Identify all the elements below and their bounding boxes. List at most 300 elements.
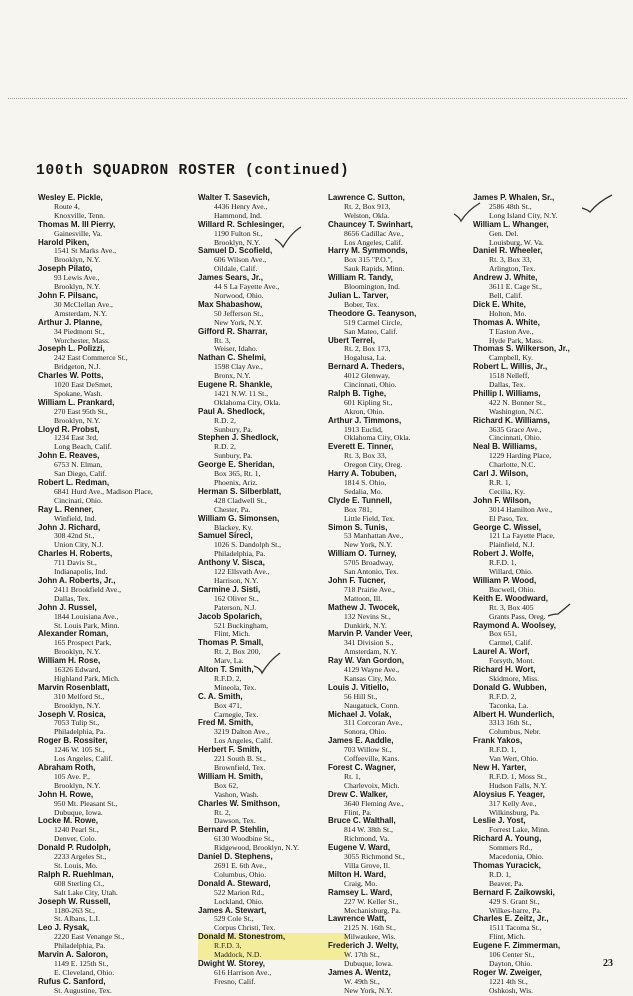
member-address-line: 1844 Louisiana Ave., <box>54 611 119 621</box>
member-address-line: Hogalusa, La. <box>344 353 387 363</box>
member-address-line: 30 McClellan Ave., <box>54 299 113 309</box>
member-address-line: 93 Lewis Ave., <box>54 273 100 283</box>
member-address-line: 616 Harrison Ave., <box>214 967 272 977</box>
roster-entry <box>38 452 188 479</box>
member-address-line: 814 W. 38th St., <box>344 825 393 835</box>
member-address-line: 1246 W. 105 St., <box>54 745 105 755</box>
member-address-line: 165 Prospect Park, <box>54 638 112 648</box>
member-name: Gifford R. Sharrar, <box>198 326 268 336</box>
member-address-line: Brownfield, Tex. <box>214 763 266 772</box>
member-address-line: Worchester, Mass. <box>54 335 110 345</box>
member-address-line: St. Louis Park, Minn. <box>54 620 120 630</box>
member-address-line: T Easton Ave., <box>489 326 534 336</box>
member-name: Thomas Yuracick, <box>473 860 541 870</box>
member-address-line: 711 Davis St., <box>54 558 97 568</box>
member-address-line: Van Wert, Ohio. <box>489 754 539 764</box>
roster-entry <box>473 711 623 738</box>
member-address-line: Bloomington, Ind. <box>344 282 400 292</box>
member-name: William L. Prankard, <box>38 397 115 407</box>
member-address-line: Carnegie, Tex. <box>214 709 259 719</box>
member-address-line: Bober, Tex. <box>344 299 380 309</box>
roster-entry <box>328 942 478 969</box>
member-address-line: 1229 Harding Place, <box>489 451 552 461</box>
member-address-line: Dallas, Tex. <box>489 380 526 390</box>
member-address-line: 308 42nd St., <box>54 531 95 541</box>
member-address-line: 317 Kelly Ave., <box>489 798 537 808</box>
member-address-line: 3611 E. Cage St., <box>489 282 542 292</box>
member-name: Anthony V. Sisca, <box>198 558 265 568</box>
roster-entry <box>38 372 188 399</box>
member-address-line: Flint, Pa. <box>344 807 372 817</box>
member-address-line: San Antonio, Tex. <box>344 567 399 577</box>
roster-entry <box>473 470 623 497</box>
member-address-line: Flint, Mich. <box>489 932 526 942</box>
member-name: Donald M. Stonestrom, <box>198 932 286 942</box>
member-address-line: New York, N.Y. <box>344 985 393 995</box>
member-address-line: St. Louis, Mo. <box>54 860 98 870</box>
roster-entry <box>328 791 478 818</box>
roster-entry <box>473 862 623 889</box>
page-number: 23 <box>603 958 613 969</box>
roster-entry <box>198 532 348 559</box>
roster-entry <box>198 247 348 274</box>
member-address-line: Arlington, Tex. <box>489 264 536 274</box>
member-address-line: Long Beach, Calif. <box>54 442 112 452</box>
member-address-line: 1421 N.W. 11 St., <box>214 388 269 398</box>
member-address-line: Los Angeles, Calif. <box>214 736 273 746</box>
member-name: Carl J. Wilson, <box>473 469 529 479</box>
roster-entry <box>328 274 478 292</box>
roster-entry <box>198 301 348 328</box>
roster-entry <box>473 817 623 835</box>
roster-entry <box>473 390 623 417</box>
member-address-line: 1149 E. 125th St., <box>54 958 109 968</box>
member-address-line: Vashon, Wash. <box>214 789 259 799</box>
member-name: Leo J. Rysak, <box>38 923 90 933</box>
member-address-line: 1598 Clay Ave., <box>214 362 263 372</box>
member-address-line: Kansas City, Mo. <box>344 673 397 683</box>
member-address-line: Chester, Pa. <box>214 504 251 514</box>
member-address-line: 122 Ellsvath Ave., <box>214 567 270 577</box>
member-address-line: W. 49th St., <box>344 976 380 986</box>
member-address-line: 44 S La Fayette Ave., <box>214 282 280 292</box>
member-name: Dick E. White, <box>473 299 526 309</box>
roster-entry <box>38 550 188 577</box>
member-name: Julian L. Tarver, <box>328 290 389 300</box>
member-name: William L. Whanger, <box>473 219 549 229</box>
roster-entry <box>38 426 188 453</box>
member-name: Arthur J. Planne, <box>38 317 103 327</box>
member-name: William H. Smith, <box>198 771 263 781</box>
member-name: Alton T. Smith, <box>198 665 254 675</box>
member-address-line: Rt. 2, Box 200, <box>214 647 261 657</box>
member-address-line: Rt. 3, <box>214 335 231 345</box>
roster-entry <box>198 880 348 907</box>
member-name: Max Shabashow, <box>198 299 263 309</box>
member-address-line: E. Cleveland, Ohio. <box>54 967 115 977</box>
member-address-line: Fresno, Calif. <box>214 976 256 986</box>
member-address-line: Cecilia, Ky. <box>489 486 525 496</box>
member-name: C. A. Smith, <box>198 691 243 701</box>
roster-entry <box>473 363 623 390</box>
member-name: Daniel R. Wheeler, <box>473 246 543 256</box>
member-name: Albert H. Wunderlich, <box>473 709 555 719</box>
member-address-line: Sunbury, Pa. <box>214 451 253 461</box>
member-address-line: Bucwell, Ohio. <box>489 584 536 594</box>
member-address-line: 3219 Dalton Ave., <box>214 727 270 737</box>
member-name: Harry A. Tobuben, <box>328 469 397 479</box>
member-address-line: Oklahoma City, Okla. <box>214 397 281 407</box>
roster-entry <box>328 443 478 470</box>
member-name: Donald P. Rudolph, <box>38 843 111 853</box>
member-address-line: 522 Marion Rd., <box>214 887 265 897</box>
member-address-line: Highland Park, Mich. <box>54 673 120 683</box>
roster-entry <box>38 951 188 978</box>
member-address-line: Oregon City, Oreg. <box>344 460 403 470</box>
member-address-line: 2233 Argeles St., <box>54 852 107 862</box>
roster-entry <box>198 907 348 934</box>
member-name: Marvin Rosenblatt, <box>38 682 110 692</box>
member-address-line: 341 Division S., <box>344 638 394 648</box>
member-address-line: Campbell, Ky. <box>489 353 534 363</box>
roster-entry <box>473 942 623 969</box>
member-address-line: Willard, Ohio. <box>489 567 533 577</box>
roster-entry <box>473 577 623 595</box>
member-address-line: 1541 St Marks Ave., <box>54 246 117 256</box>
member-address-line: 718 Prairie Ave., <box>344 584 395 594</box>
member-address-line: R.F.D. 1, Moss St., <box>489 771 547 781</box>
member-address-line: 6841 Hurd Ave., Madison Place, <box>54 486 153 496</box>
member-name: Donald G. Wubben, <box>473 682 547 692</box>
member-name: Bernard A. Theders, <box>328 362 405 372</box>
member-name: Theodore G. Teanyson, <box>328 308 417 318</box>
roster-entry <box>328 684 478 711</box>
member-address-line: 1511 Tacoma St., <box>489 923 542 933</box>
roster-entry <box>473 301 623 319</box>
member-address-line: New York, N.Y. <box>344 540 393 550</box>
member-name: William P. Wood, <box>473 575 537 585</box>
member-address-line: 221 South B. St., <box>214 754 266 764</box>
member-address-line: Box 365, Rt. 1, <box>214 469 261 479</box>
member-address-line: Los Angeles, Calif. <box>344 237 403 247</box>
roster-entry <box>328 310 478 337</box>
member-address-line: Rt. 3, Box 33, <box>489 255 532 265</box>
member-address-line: R.D. 2, <box>214 415 236 425</box>
member-name: Laurel A. Worf, <box>473 647 530 657</box>
member-name: Forest C. Wagner, <box>328 763 396 772</box>
member-address-line: R.F.D. 2, <box>214 673 242 683</box>
roster-entry <box>473 764 623 791</box>
roster-entry <box>198 773 348 800</box>
roster-entry <box>328 524 478 551</box>
member-address-line: Rt. 2, <box>214 807 231 817</box>
member-address-line: 1913 Euclid, <box>344 424 383 434</box>
member-address-line: Box 471, <box>214 700 242 710</box>
check-mark-icon <box>252 650 282 676</box>
member-address-line: Skidmore, Miss. <box>489 673 539 683</box>
member-name: Mathew J. Twocek, <box>328 602 400 612</box>
roster-entry <box>473 915 623 942</box>
roster-entry <box>38 630 188 657</box>
member-address-line: Craig, Mo. <box>344 878 378 888</box>
member-address-line: Blackey, Ky. <box>214 522 253 532</box>
member-address-line: Weiser, Idaho. <box>214 344 258 354</box>
member-name: Frank Yakos, <box>473 736 523 746</box>
member-address-line: Hyde Park, Mass. <box>489 335 543 345</box>
roster-entry <box>38 265 188 292</box>
member-address-line: 310 Melford St., <box>54 691 105 701</box>
member-address-line: Beaver, Pa. <box>489 878 524 888</box>
member-name: New H. Yarter, <box>473 763 527 772</box>
member-address-line: 6130 Woodbine St., <box>214 834 275 844</box>
member-address-line: Norwood, Ohio. <box>214 290 264 300</box>
member-address-line: Dunkirk, N.Y. <box>344 620 387 630</box>
member-address-line: Brooklyn, N.Y. <box>54 415 101 425</box>
member-name: Leslie J. Yost, <box>473 816 526 826</box>
member-name: Ramsey L. Ward, <box>328 887 393 897</box>
member-address-line: 2586 48th St., <box>489 201 532 211</box>
check-mark-icon <box>452 200 482 224</box>
roster-entry <box>328 337 478 364</box>
member-address-line: Sauk Rapids, Minn. <box>344 264 405 274</box>
member-name: Stephen J. Shedlock, <box>198 433 279 443</box>
roster-entry <box>38 764 188 791</box>
member-address-line: 1180-263 St., <box>54 905 95 915</box>
member-address-line: Cincinnati, Ohio. <box>489 433 542 443</box>
roster-entry <box>38 791 188 818</box>
member-address-line: Dallas, Tex. <box>54 593 91 603</box>
member-address-line: 6753 N. Elman, <box>54 460 103 470</box>
member-name: Ralph R. Ruehlman, <box>38 869 114 879</box>
member-address-line: 311 Corcoran Ave., <box>344 718 403 728</box>
member-name: John F. Tucner, <box>328 575 386 585</box>
member-address-line: St. Albans, L.I. <box>54 914 100 924</box>
member-name: Michael J. Volak, <box>328 709 392 719</box>
member-address-line: Milwaukee, Wis. <box>344 932 396 942</box>
member-address-line: 429 S. Grant St., <box>489 896 540 906</box>
roster-entry <box>473 791 623 818</box>
member-address-line: Akron, Ohio. <box>344 406 385 416</box>
member-address-line: Sedalia, Mo. <box>344 486 383 496</box>
member-address-line: R.F.D. 1, <box>489 558 517 568</box>
member-address-line: Amsterdam, N.Y. <box>344 647 398 657</box>
member-address-line: Dubuque, Iowa. <box>344 958 393 968</box>
member-address-line: 227 W. Keller St., <box>344 896 399 906</box>
roster-entry <box>328 577 478 604</box>
member-address-line: Philadelphia, Pa. <box>214 549 266 559</box>
roster-entry <box>328 497 478 524</box>
member-address-line: R.F.D. 3, <box>214 941 242 951</box>
member-address-line: Sunbury, Pa. <box>214 424 253 434</box>
member-name: Aloysius F. Yeager, <box>473 789 545 799</box>
member-name: James E. Aaddle, <box>328 736 394 746</box>
member-name: Thomas S. Wilkerson, Jr., <box>473 344 570 354</box>
roster-column-4 <box>473 194 623 996</box>
roster-entry <box>38 657 188 684</box>
member-address-line: Richmond, Va. <box>344 834 390 844</box>
member-address-line: Rt. 2, Box 173, <box>344 344 391 354</box>
member-name: Charles E. Zeitz, Jr., <box>473 914 549 924</box>
member-name: William H. Rose, <box>38 656 101 666</box>
member-name: Herman S. Silberblatt, <box>198 486 282 496</box>
member-name: William G. Simonsen, <box>198 513 280 523</box>
member-address-line: Rt. 3, Box 405 <box>489 602 534 612</box>
roster-entry <box>473 345 623 363</box>
member-address-line: Bronx, N.Y. <box>214 371 251 381</box>
member-name: Joseph W. Russell, <box>38 896 111 906</box>
member-address-line: Box 62, <box>214 780 239 790</box>
member-address-line: Charlevoix, Mich. <box>344 780 400 790</box>
roster-entry <box>328 764 478 791</box>
member-name: Ralph B. Tighe, <box>328 388 387 398</box>
member-name: Harry M. Symmonds, <box>328 246 408 256</box>
roster-entry <box>328 604 478 631</box>
member-name: Jacob Spolarich, <box>198 611 263 621</box>
member-address-line: Forrest Lake, Minn. <box>489 825 550 835</box>
member-name: Raymond A. Woolsey, <box>473 620 556 630</box>
roster-entry <box>38 604 188 631</box>
roster-entry <box>473 684 623 711</box>
member-address-line: Ridgewood, Brooklyn, N.Y. <box>214 843 300 853</box>
member-address-line: Hammond, Ind. <box>214 210 262 220</box>
member-address-line: Flint, Mich. <box>214 629 251 639</box>
member-name: Keith E. Woodward, <box>473 593 548 603</box>
member-name: Marvin A. Saloron, <box>38 950 108 960</box>
member-name: Phillip I. Williams, <box>473 388 541 398</box>
roster-entry <box>198 586 348 613</box>
member-address-line: Sonora, Ohio. <box>344 727 387 737</box>
member-name: Harold Piken, <box>38 237 90 247</box>
member-name: Eugene F. Zimmerman, <box>473 941 561 951</box>
member-name: Marvin P. Vander Veer, <box>328 629 413 639</box>
member-address-line: Rt. 2, Box 913, <box>344 201 391 211</box>
member-address-line: 105 Ave. P., <box>54 771 90 781</box>
member-name: Roger B. Rossiter, <box>38 736 108 746</box>
member-address-line: Sommers Rd., <box>489 843 533 853</box>
roster-entry <box>328 844 478 871</box>
member-address-line: 3635 Grace Ave., <box>489 424 542 434</box>
member-name: Drew C. Walker, <box>328 789 388 799</box>
member-address-line: Villa Grove, Il. <box>344 860 390 870</box>
member-address-line: Brooklyn, N.Y. <box>214 237 261 247</box>
member-address-line: 608 Sterling Ct., <box>54 878 105 888</box>
member-address-line: Harrison, N.Y. <box>214 575 259 585</box>
member-address-line: Bell, Calif. <box>489 290 523 300</box>
member-name: John A. Roberts, Jr., <box>38 575 116 585</box>
roster-entry <box>473 622 623 649</box>
roster-entry <box>198 274 348 301</box>
roster-entry <box>38 319 188 346</box>
roster-entry <box>328 737 478 764</box>
roster-entry <box>198 559 348 586</box>
member-address-line: 106 Center St., <box>489 950 535 960</box>
roster-entry <box>198 461 348 488</box>
member-address-line: Dawson, Tex. <box>214 816 256 826</box>
member-address-line: 121 La Fayette Place, <box>489 531 555 541</box>
member-name: Charles H. Roberts, <box>38 549 113 559</box>
member-address-line: 950 Mt. Pleasant St., <box>54 798 118 808</box>
roster-entry <box>473 221 623 248</box>
member-name: George E. Sheridan, <box>198 460 275 470</box>
page-title: 100th SQUADRON ROSTER (continued) <box>36 163 350 179</box>
member-address-line: 601 Kipling St., <box>344 397 393 407</box>
member-address-line: Route 4, <box>54 201 80 211</box>
member-address-line: 270 East 95th St., <box>54 406 108 416</box>
member-address-line: Cincinati, Ohio. <box>54 495 103 505</box>
member-name: John H. Rowe, <box>38 789 94 799</box>
member-address-line: Rt. 3, Box 33, <box>344 451 387 461</box>
roster-entry <box>198 328 348 355</box>
roster-entry <box>38 898 188 925</box>
member-name: Thomas P. Small, <box>198 638 264 648</box>
roster-entry <box>38 345 188 372</box>
member-name: Charles W. Smithson, <box>198 798 280 808</box>
member-address-line: R.R. 1, <box>489 478 511 487</box>
member-address-line: Box 651, <box>489 629 517 639</box>
member-address-line: Carmel, Calif. <box>489 638 533 648</box>
roster-entry <box>38 506 188 524</box>
member-name: Robert L. Redman, <box>38 478 110 487</box>
roster-entry <box>328 915 478 942</box>
member-name: Thomas M. III Pierry, <box>38 219 116 229</box>
roster-entry <box>328 363 478 390</box>
member-name: Nathan C. Shelmi, <box>198 353 267 363</box>
member-address-line: Taconka, La. <box>489 700 529 710</box>
member-address-line: 4012 Glenway, <box>344 371 390 381</box>
member-name: John F. Wilson, <box>473 495 532 505</box>
member-address-line: Hudson Falls, N.Y. <box>489 780 547 790</box>
member-name: Abraham Roth, <box>38 763 96 772</box>
roster-entry <box>198 515 348 533</box>
member-address-line: Box 781, <box>344 504 372 514</box>
member-address-line: 162 Oliver St., <box>214 593 259 603</box>
roster-entry <box>198 960 348 987</box>
member-address-line: Cincinnati, Ohio. <box>344 380 397 390</box>
member-name: John E. Reaves, <box>38 451 100 461</box>
roster-entry <box>38 711 188 738</box>
check-mark-icon <box>580 192 614 214</box>
member-address-line: 1518 Nelleff, <box>489 371 530 381</box>
member-name: Lawrence C. Sutton, <box>328 193 405 202</box>
member-name: Alexander Roman, <box>38 629 109 639</box>
roster-entry <box>473 247 623 274</box>
member-address-line: 4129 Wayne Ave., <box>344 665 400 675</box>
roster-entry <box>473 666 623 684</box>
member-name: Joseph Pilato, <box>38 264 93 274</box>
member-address-line: Phoenix, Ariz. <box>214 478 258 487</box>
member-name: Joseph V. Rosica, <box>38 709 106 719</box>
member-address-line: Mattoon, Ill. <box>344 593 383 603</box>
member-address-line: Brooklyn, N.Y. <box>54 780 101 790</box>
member-address-line: Brooklyn, N.Y. <box>54 255 101 265</box>
member-address-line: R.D. 1, <box>489 869 511 879</box>
member-name: Bernard P. Stehlin, <box>198 825 269 835</box>
member-address-line: Mechanisburg, Pa. <box>344 905 401 915</box>
member-address-line: Maddock, N.D. <box>214 950 262 960</box>
member-address-line: 1221 4th St., <box>489 976 528 986</box>
member-address-line: Philadelphia, Pa. <box>54 941 106 951</box>
member-address-line: San Diego, Calif. <box>54 469 107 479</box>
member-name: John J. Russel, <box>38 602 97 612</box>
roster-entry <box>198 408 348 435</box>
member-name: Daniel D. Stephens, <box>198 852 273 862</box>
member-address-line: 422 N. Bonner St., <box>489 397 546 407</box>
member-address-line: New York, N.Y. <box>214 317 263 327</box>
member-address-line: 2220 East Venange St., <box>54 932 125 942</box>
member-address-line: Salt Lake City, Utah. <box>54 887 118 897</box>
roster-entry <box>38 221 188 239</box>
member-address-line: Holton, Mo. <box>489 308 527 318</box>
